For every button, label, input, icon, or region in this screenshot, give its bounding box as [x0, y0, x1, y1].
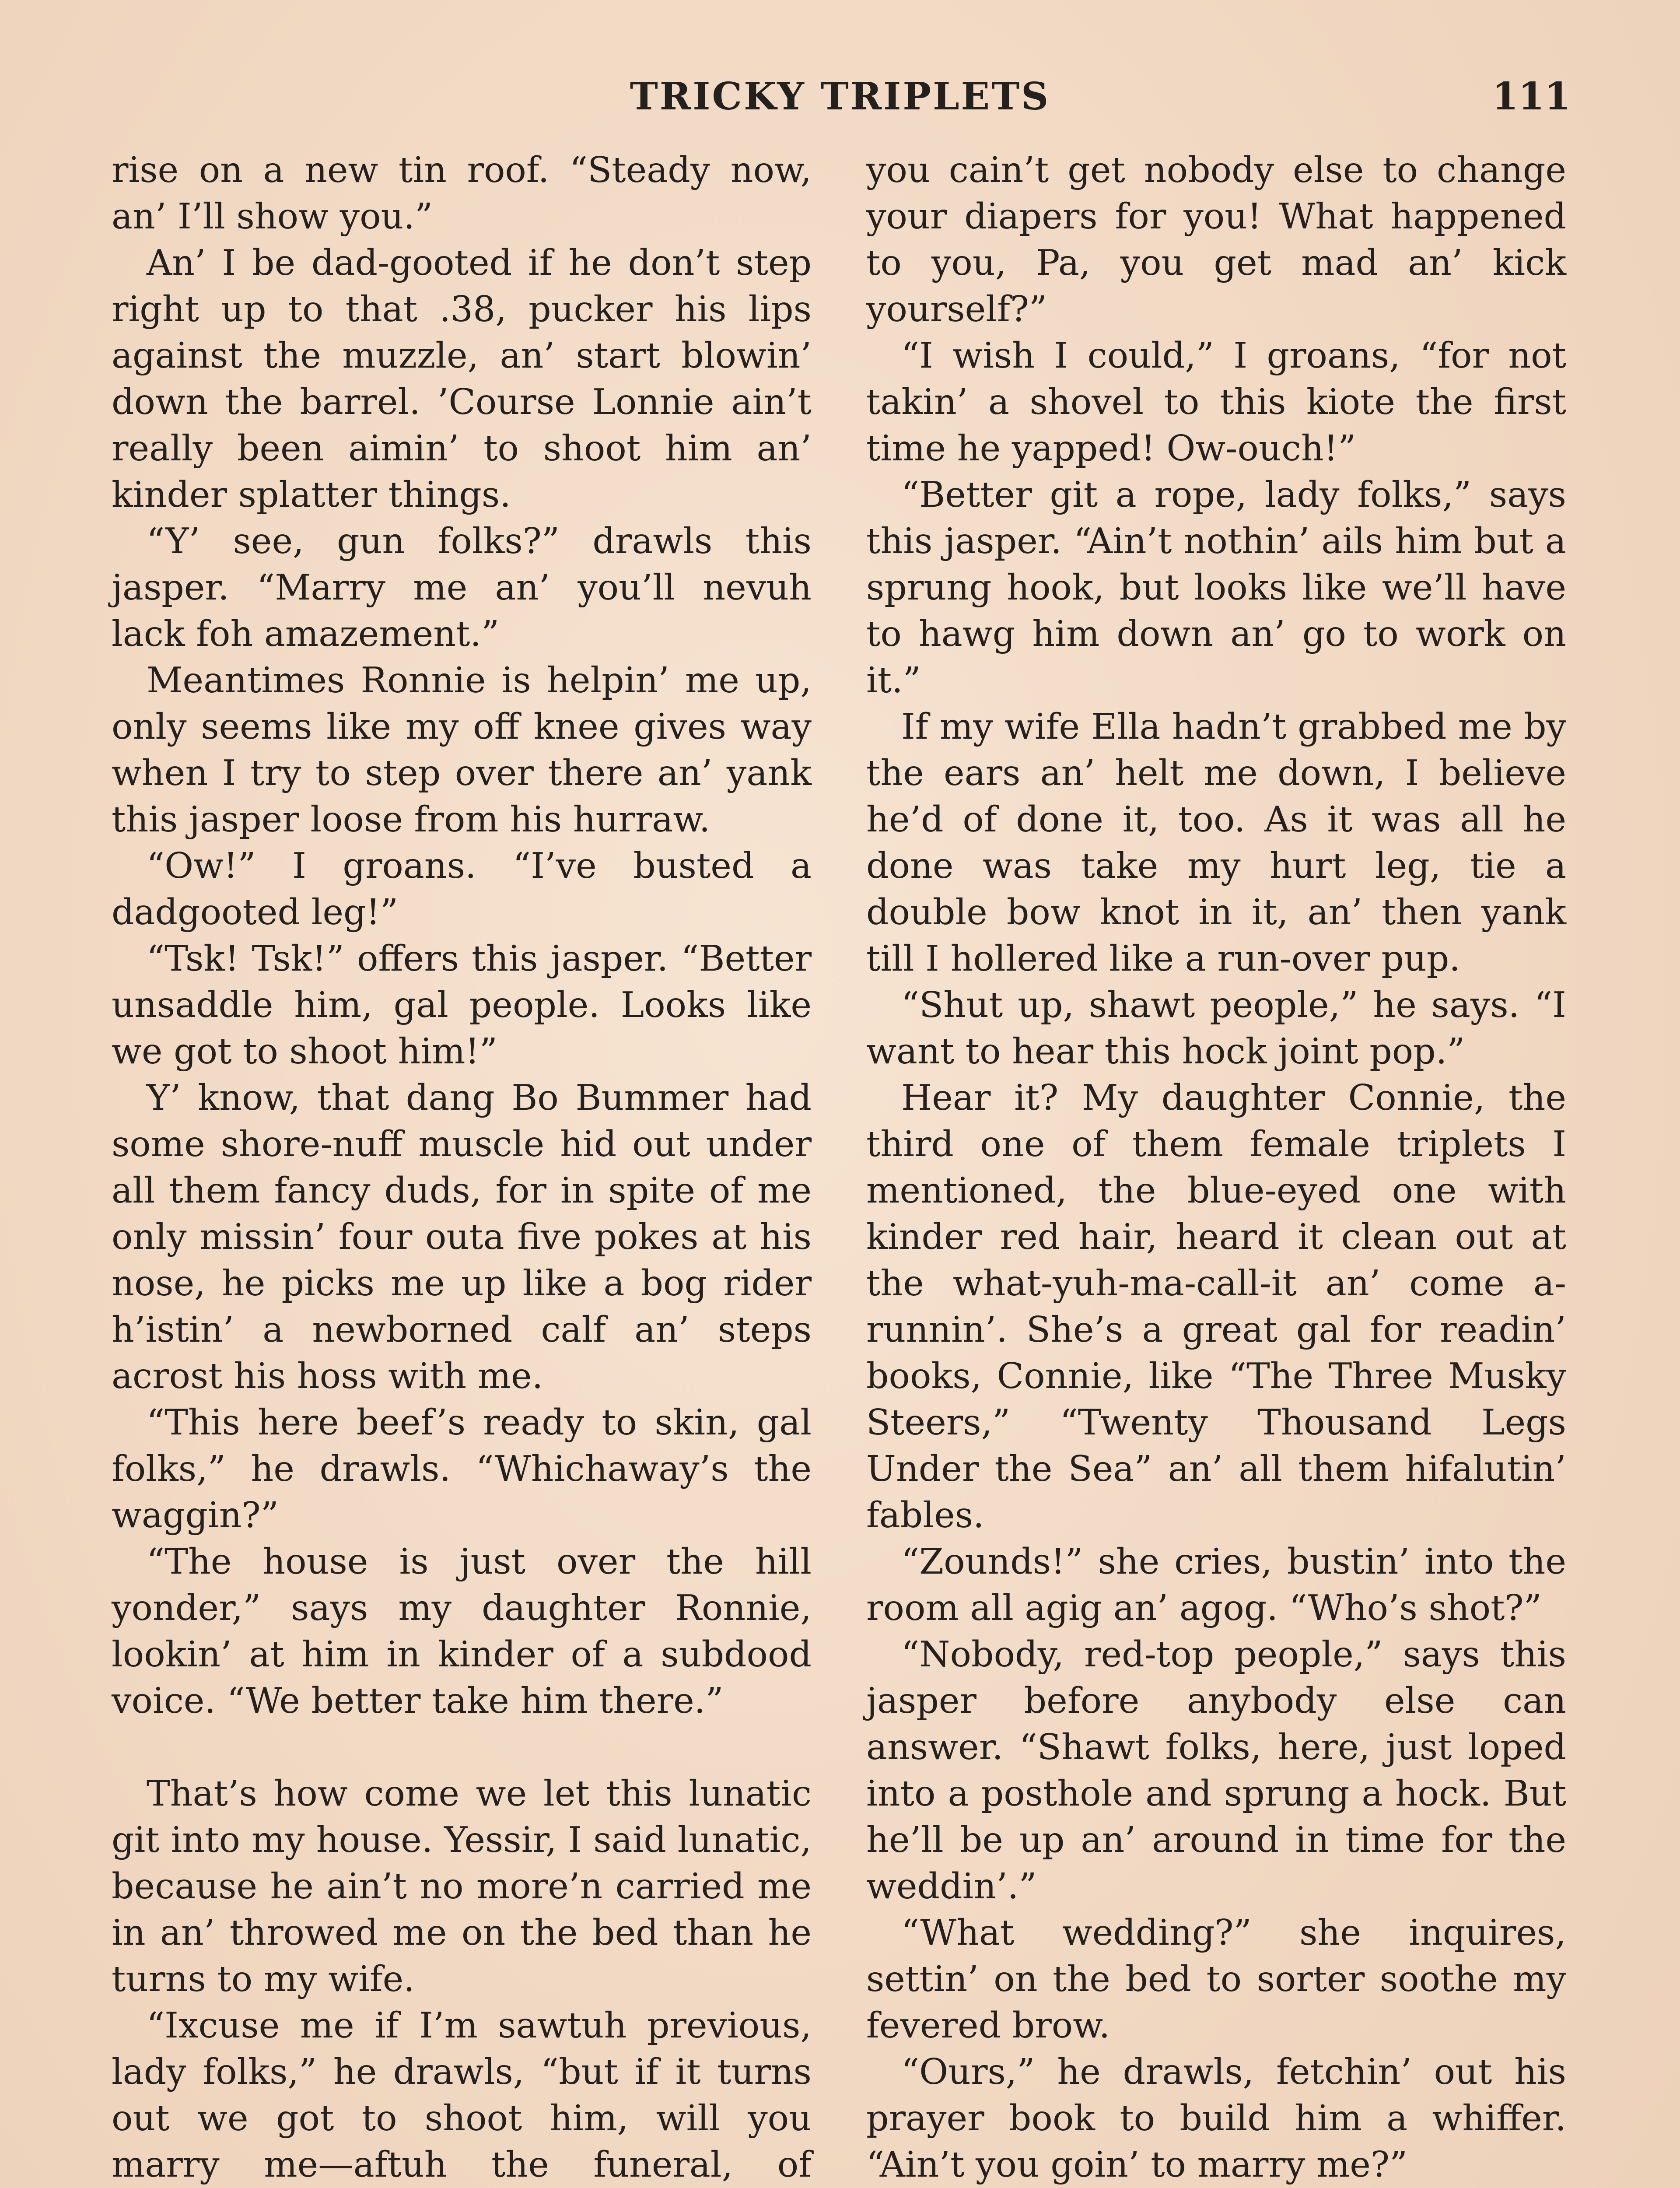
- left-column: [112, 147, 812, 2188]
- right-column: [866, 147, 1566, 2188]
- paragraph: Hear it? My daughter Connie, the third one of them female triplets I mentioned, the blue-eyed one with kinder red hair, heard it clean out at the what-yuh-ma-call-it an’ come a-runnin’. She’s a great gal for readin’ books, Connie, like “The Three Musky Steers,” “Twenty Thousand Legs Under the Sea” an’ all them hifalutin’ fables.: [866, 1077, 1566, 1536]
- paragraph: “I wish I could,” I groans, “for not takin’ a shovel to this kiote the first time he yapped! Ow-ouch!”: [866, 335, 1566, 469]
- paragraph: “Ixcuse me if I’m sawtuh previous, lady folks,” he drawls, “but if it turns out we got to shoot him, will you marry me—aftuh the funeral, of: [112, 2005, 812, 2185]
- paragraph: “Y’ see, gun folks?” drawls this jasper. “Marry me an’ you’ll nevuh lack foh amazement.”: [112, 520, 812, 654]
- paragraph: rise on a new tin roof. “Steady now, an’ I’ll show you.”: [112, 149, 812, 237]
- paragraph: Y’ know, that dang Bo Bummer had some shore-nuff muscle hid out under all them fancy duds, for in spite of me only missin’ four outa five pokes at his nose, he picks me up like a bog rider h’istin’ a newborned calf an’ steps acrost his hoss with me.: [112, 1077, 812, 1396]
- paragraph: “Tsk! Tsk!” offers this jasper. “Better unsaddle him, gal people. Looks like we got to shoot him!”: [112, 938, 812, 1072]
- paragraph: “What wedding?” she inquires, settin’ on the bed to sorter soothe my fevered brow.: [866, 1912, 1566, 2046]
- paragraph: “Better git a rope, lady folks,” says this jasper. “Ain’t nothin’ ails him but a sprung hook, but looks like we’ll have to hawg him down an’ go to work on it.”: [866, 474, 1566, 701]
- paragraph: “Nobody, red-top people,” says this jasper before anybody else can answer. “Shawt folks, here, just loped into a posthole and sprung a hock. But he’ll be up an’ around in time for the weddin’.”: [866, 1634, 1566, 1907]
- paragraph: That’s how come we let this lunatic git into my house. Yessir, I said lunatic, because he ain’t no more’n carried me in an’ throwed me on the bed than he turns to my wife.: [112, 1773, 812, 1999]
- paragraph: “Ow!” I groans. “I’ve busted a dadgooted leg!”: [112, 845, 812, 933]
- paragraph: “The house is just over the hill yonder,” says my daughter Ronnie, lookin’ at him in kinder of a subdood voice. “We better take him there.”: [112, 1541, 812, 1721]
- paragraph: If my wife Ella hadn’t grabbed me by the ears an’ helt me down, I believe he’d of done it, too. As it was all he done was take my hurt leg, tie a double bow knot in it, an’ then yank till I hollered like a run-over pup.: [866, 706, 1566, 979]
- paragraph: An’ I be dad-gooted if he don’t step right up to that .38, pucker his lips against the muzzle, an’ start blowin’ down the barrel. ’Course Lonnie ain’t really been aimin’ to shoot him an’ kinder splatter things.: [112, 242, 812, 515]
- paragraph: “Ours,” he drawls, fetchin’ out his prayer book to build him a whiffer. “Ain’t you goin’ to marry me?”: [866, 2051, 1566, 2185]
- page-header: [109, 74, 1571, 123]
- paragraph: Meantimes Ronnie is helpin’ me up, only seems like my off knee gives way when I try to step over there an’ yank this jasper loose from his hurraw.: [112, 659, 812, 840]
- running-title: TRICKY TRIPLETS: [630, 74, 1050, 119]
- paragraph: “This here beef’s ready to skin, gal folks,” he drawls. “Whichaway’s the waggin?”: [112, 1402, 812, 1536]
- paragraph: “Shut up, shawt people,” he says. “I want to hear this hock joint pop.”: [866, 984, 1566, 1072]
- paragraph: you cain’t get nobody else to change your diapers for you! What happened to you, Pa, you get mad an’ kick yourself?”: [866, 149, 1566, 330]
- paragraph: “Zounds!” she cries, bustin’ into the room all agig an’ agog. “Who’s shot?”: [866, 1541, 1566, 1628]
- page-number: 111: [1492, 74, 1571, 119]
